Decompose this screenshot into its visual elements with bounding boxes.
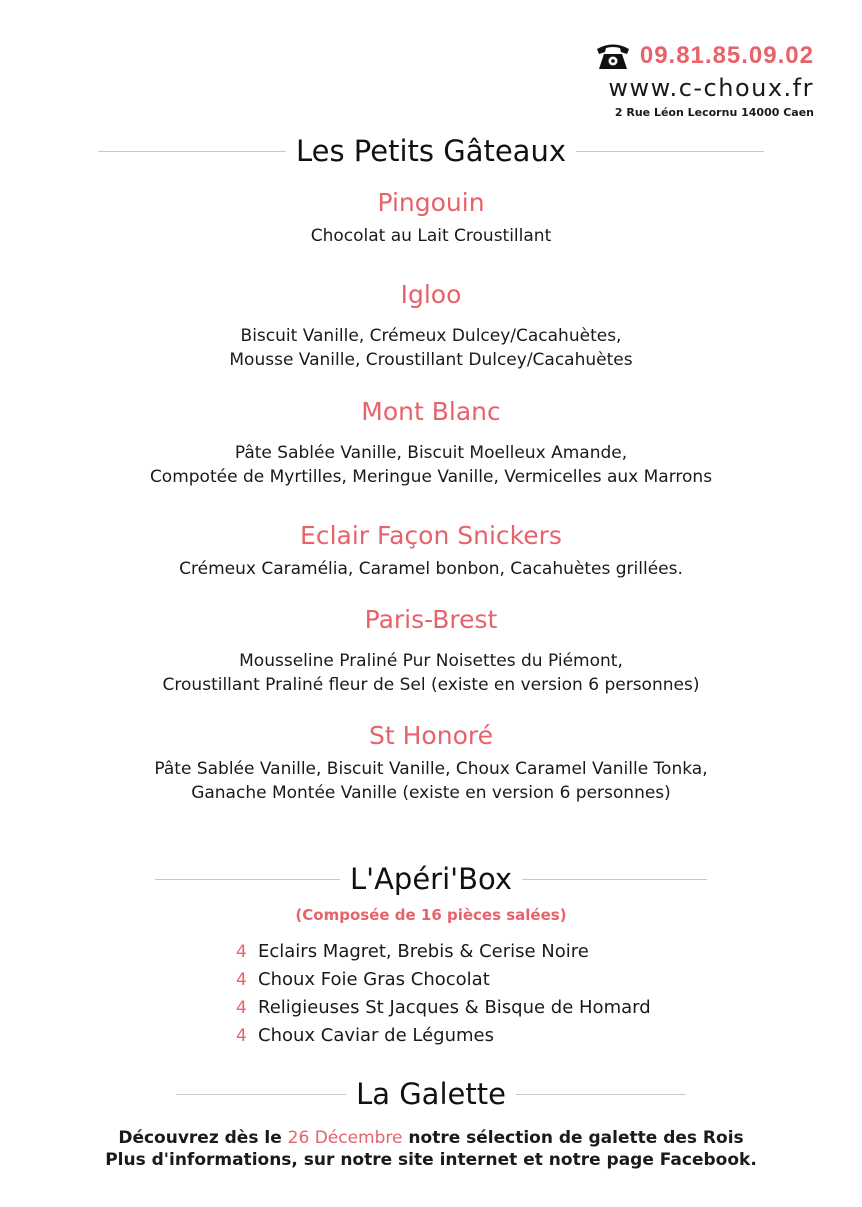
description-line: Mousse Vanille, Croustillant Dulcey/Cacahuètes	[229, 350, 633, 370]
description-line: Pâte Sablée Vanille, Biscuit Moelleux Amande,	[234, 443, 628, 463]
phone-row	[574, 40, 814, 72]
galette-date: 26 Décembre	[287, 1128, 403, 1148]
item-name: Eclair Façon Snickers	[300, 521, 562, 550]
item-name: Igloo	[400, 280, 462, 309]
item-label: Religieuses St Jacques & Bisque de Homard	[258, 997, 651, 1018]
quantity: 4	[236, 1026, 247, 1046]
item-description	[0, 757, 862, 805]
item-description	[0, 557, 862, 581]
menu-item-paris-brest	[0, 605, 862, 697]
divider-line	[522, 879, 707, 880]
description-line: Chocolat au Lait Croustillant	[310, 226, 552, 246]
divider-line	[516, 1094, 686, 1095]
list-item	[236, 994, 651, 1022]
item-name: Mont Blanc	[361, 397, 501, 426]
menu-item-eclair-snickers	[0, 521, 862, 581]
item-description	[0, 324, 862, 372]
text-fragment: notre sélection de galette des Rois	[408, 1128, 744, 1148]
section-galette-heading	[0, 1077, 862, 1111]
description-line: Pâte Sablée Vanille, Biscuit Vanille, Choux Caramel Vanille Tonka,	[154, 759, 708, 779]
description-line: Compotée de Myrtilles, Meringue Vanille, Vermicelles aux Marrons	[149, 467, 713, 487]
list-item	[236, 966, 651, 994]
section-title: L'Apéri'Box	[349, 862, 513, 896]
telephone-icon	[594, 40, 632, 72]
menu-item-mont-blanc	[0, 397, 862, 489]
aperi-box-subtitle: (Composée de 16 pièces salées)	[295, 906, 567, 924]
section-title: La Galette	[356, 1077, 506, 1111]
section-aperi-box-heading	[0, 862, 862, 896]
address: 2 Rue Léon Lecornu 14000 Caen	[614, 106, 814, 119]
item-label: Eclairs Magret, Brebis & Cerise Noire	[258, 941, 589, 962]
phone-number[interactable]: 09.81.85.09.02	[639, 42, 814, 69]
item-description	[0, 224, 862, 248]
contact-header	[574, 40, 814, 119]
menu-item-pingouin	[0, 188, 862, 248]
item-name: Paris-Brest	[364, 605, 498, 634]
aperi-box-list	[236, 938, 651, 1050]
item-name: Pingouin	[377, 188, 485, 217]
divider-line	[155, 879, 340, 880]
quantity: 4	[236, 970, 247, 990]
galette-description	[0, 1127, 862, 1171]
description-line: Crémeux Caramélia, Caramel bonbon, Cacahuètes grillées.	[179, 559, 683, 579]
item-label: Choux Foie Gras Chocolat	[258, 969, 490, 990]
quantity: 4	[236, 998, 247, 1018]
item-label: Choux Caviar de Légumes	[258, 1025, 495, 1046]
description-line: Biscuit Vanille, Crémeux Dulcey/Cacahuètes,	[240, 326, 622, 346]
list-item	[236, 1022, 651, 1050]
divider-line	[98, 151, 286, 152]
item-description	[0, 441, 862, 489]
divider-line	[576, 151, 764, 152]
galette-line-1	[0, 1127, 862, 1149]
menu-item-st-honore	[0, 721, 862, 805]
menu-item-igloo	[0, 280, 862, 372]
section-petits-gateaux-heading	[0, 134, 862, 168]
text-fragment: Découvrez dès le	[118, 1128, 282, 1148]
website-link[interactable]: www.c-choux.fr	[608, 74, 814, 102]
item-description	[0, 649, 862, 697]
description-line: Croustillant Praliné fleur de Sel (existe en version 6 personnes)	[162, 675, 700, 695]
divider-line	[176, 1094, 346, 1095]
galette-line-2: Plus d'informations, sur notre site internet et notre page Facebook.	[105, 1150, 757, 1170]
section-title: Les Petits Gâteaux	[295, 134, 566, 168]
description-line: Ganache Montée Vanille (existe en version 6 personnes)	[191, 783, 671, 803]
description-line: Mousseline Praliné Pur Noisettes du Piémont,	[239, 651, 623, 671]
item-name: St Honoré	[369, 721, 493, 750]
list-item	[236, 938, 651, 966]
quantity: 4	[236, 942, 247, 962]
